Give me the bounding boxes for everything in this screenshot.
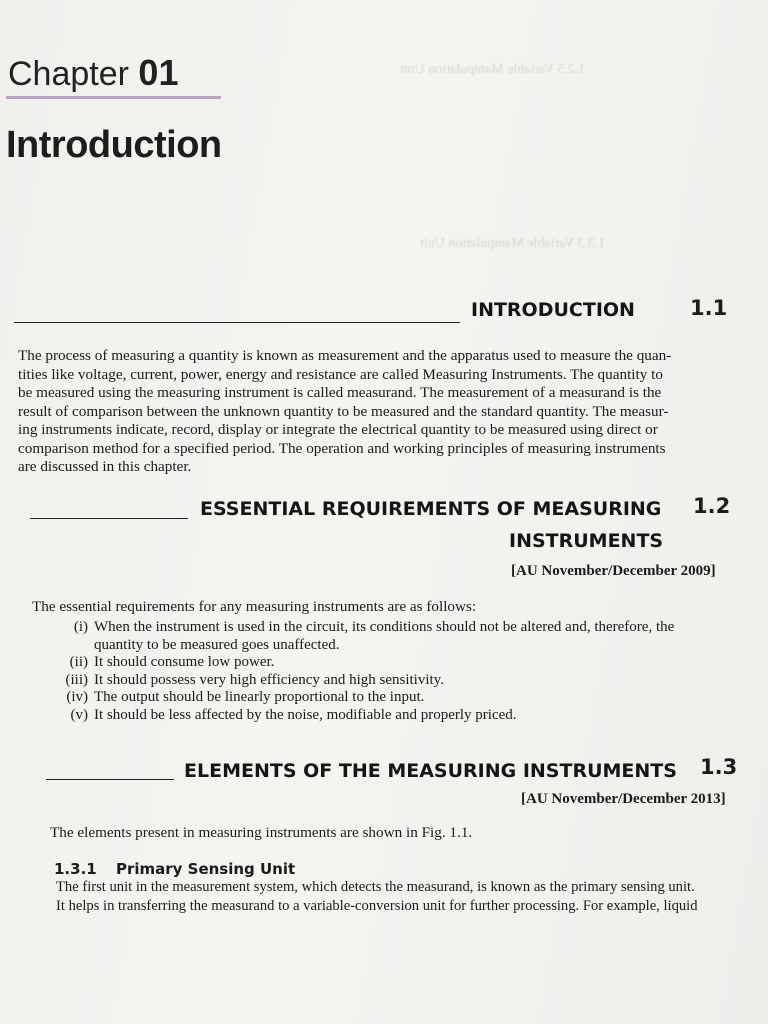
list-marker: (v) <box>70 706 88 723</box>
bleed-through-text: 1.2.5 Variable Manipulation Unit <box>400 62 586 77</box>
text-line: ing instruments indicate, record, display or integrate the electrical quantity to be measured using direct or <box>18 421 658 438</box>
intro-paragraph <box>18 347 734 477</box>
list-text: When the instrument is used in the circuit, its conditions should not be altered and, therefore, the <box>94 619 675 635</box>
section-rule <box>46 779 174 780</box>
section-number: 1.2 <box>693 494 731 518</box>
subsection-paragraph <box>56 878 736 915</box>
text-line: are discussed in this chapter. <box>18 458 192 475</box>
list-item <box>56 654 740 672</box>
chapter-underline <box>6 96 221 99</box>
exam-reference: [AU November/December 2013] <box>521 791 726 807</box>
section-number: 1.3 <box>700 755 738 779</box>
chapter-word: Chapter <box>8 55 129 93</box>
list-item <box>56 707 740 725</box>
text-line: comparison method for a specified period. The operation and working principles of measuring instruments <box>18 439 666 457</box>
list-marker: (i) <box>73 619 88 635</box>
text-line: It helps in transferring the measurand to a variable-conversion unit for further processing. For example, liquid <box>56 897 698 914</box>
list-text: It should consume low power. <box>94 654 275 670</box>
section-heading: INTRODUCTION <box>471 299 635 321</box>
exam-reference: [AU November/December 2009] <box>511 563 716 579</box>
text-line: The first unit in the measurement system, which detects the measurand, is known as the primary sensing unit. <box>56 879 695 895</box>
section-heading: ELEMENTS OF THE MEASURING INSTRUMENTS <box>184 760 677 782</box>
list-text: It should be less affected by the noise, modifiable and properly priced. <box>94 706 517 723</box>
section-number: 1.1 <box>690 296 728 320</box>
text-line: tities like voltage, current, power, energy and resistance are called Measuring Instruments. The quantity to <box>18 365 663 383</box>
list-text: It should possess very high efficiency and high sensitivity. <box>94 671 444 688</box>
section-rule <box>30 518 188 519</box>
section-rule <box>14 322 460 323</box>
requirements-intro: The essential requirements for any measuring instruments are as follows: <box>32 598 477 615</box>
list-marker: (iii) <box>65 671 88 688</box>
section-heading-line: ESSENTIAL REQUIREMENTS OF MEASURING <box>200 498 662 520</box>
bleed-through-text: 1.3.3 Variable Manipulation Unit <box>420 236 606 251</box>
list-text: The output should be linearly proportional to the input. <box>94 689 425 705</box>
chapter-label <box>8 52 178 94</box>
section-heading-continued: INSTRUMENTS <box>509 530 664 552</box>
subsection-heading <box>54 860 295 878</box>
chapter-title: Introduction <box>6 124 222 166</box>
list-item <box>56 619 740 654</box>
elements-intro: The elements present in measuring instruments are shown in Fig. 1.1. <box>50 824 473 841</box>
chapter-number: 01 <box>138 52 179 93</box>
list-item <box>56 672 740 690</box>
text-line: be measured using the measuring instrument is called measurand. The measurement of a measurand is the <box>18 384 662 401</box>
requirements-list <box>56 619 740 724</box>
section-heading <box>200 498 661 520</box>
subsection-title: Primary Sensing Unit <box>115 860 296 878</box>
subsection-number: 1.3.1 <box>54 860 97 878</box>
list-marker: (iv) <box>66 689 88 705</box>
list-item <box>56 689 740 707</box>
text-line: result of comparison between the unknown quantity to be measured and the standard quantity. The measur- <box>18 402 669 420</box>
list-marker: (ii) <box>69 654 88 670</box>
list-text-continued: quantity to be measured goes unaffected. <box>94 636 340 653</box>
text-line: The process of measuring a quantity is known as measurement and the apparatus used to measure the quan- <box>18 347 672 364</box>
